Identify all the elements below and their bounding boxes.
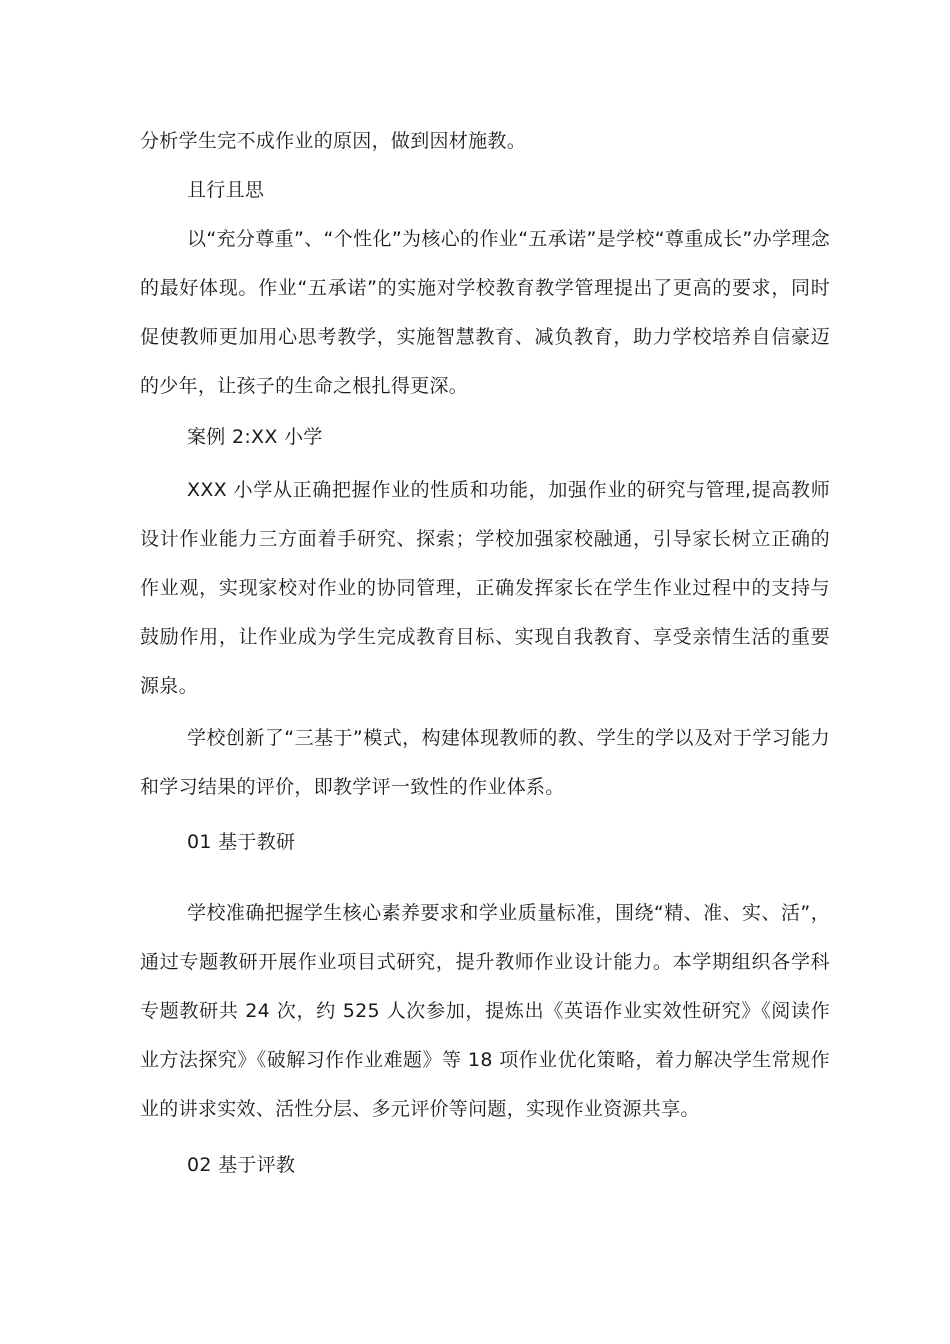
heading-reflection: 且行且思 [187, 179, 265, 201]
paragraph-three-based-model: 学校创新了“三基于”模式，构建体现教师的教、学生的学以及对于学习能力和学习结果的评价，即教学评一致性的作业体系。 [140, 727, 830, 798]
heading-case-2: 案例 2:XX 小学 [187, 426, 323, 448]
paragraph-teaching-research-detail: 学校准确把握学生核心素养要求和学业质量标准，围绕“精、准、实、活”，通过专题教研开展作业项目式研究，提升教师作业设计能力。本学期组织各学科专题教研共 24 次，约 525 人次参加，提炼出《英语作业实效性研究》《阅读作业方法探究》《破解习作作业难题》等 18 项作业优化策略，着力解决学生常规作业的讲求实效、活性分层、多元评价等问题，实现作业资源共享。 [140, 902, 830, 1120]
heading-evaluation: 02 基于评教 [187, 1154, 296, 1176]
paragraph-school-research: XXX 小学从正确把握作业的性质和功能，加强作业的研究与管理,提高教师设计作业能力三方面着手研究、探索；学校加强家校融通，引导家长树立正确的作业观，实现家校对作业的协同管理，正确发挥家长在学生作业过程中的支持与鼓励作用，让作业成为学生完成教育目标、实现自我教育、享受亲情生活的重要源泉。 [140, 479, 830, 697]
paragraph-cause-analysis: 分析学生完不成作业的原因，做到因材施教。 [140, 130, 527, 152]
heading-teaching-research: 01 基于教研 [187, 831, 296, 853]
paragraph-five-promises: 以“充分尊重”、“个性化”为核心的作业“五承诺”是学校“尊重成长”办学理念的最好体现。作业“五承诺”的实施对学校教育教学管理提出了更高的要求，同时促使教师更加用心思考教学，实施智慧教育、减负教育，助力学校培养自信豪迈的少年，让孩子的生命之根扎得更深。 [140, 228, 830, 397]
